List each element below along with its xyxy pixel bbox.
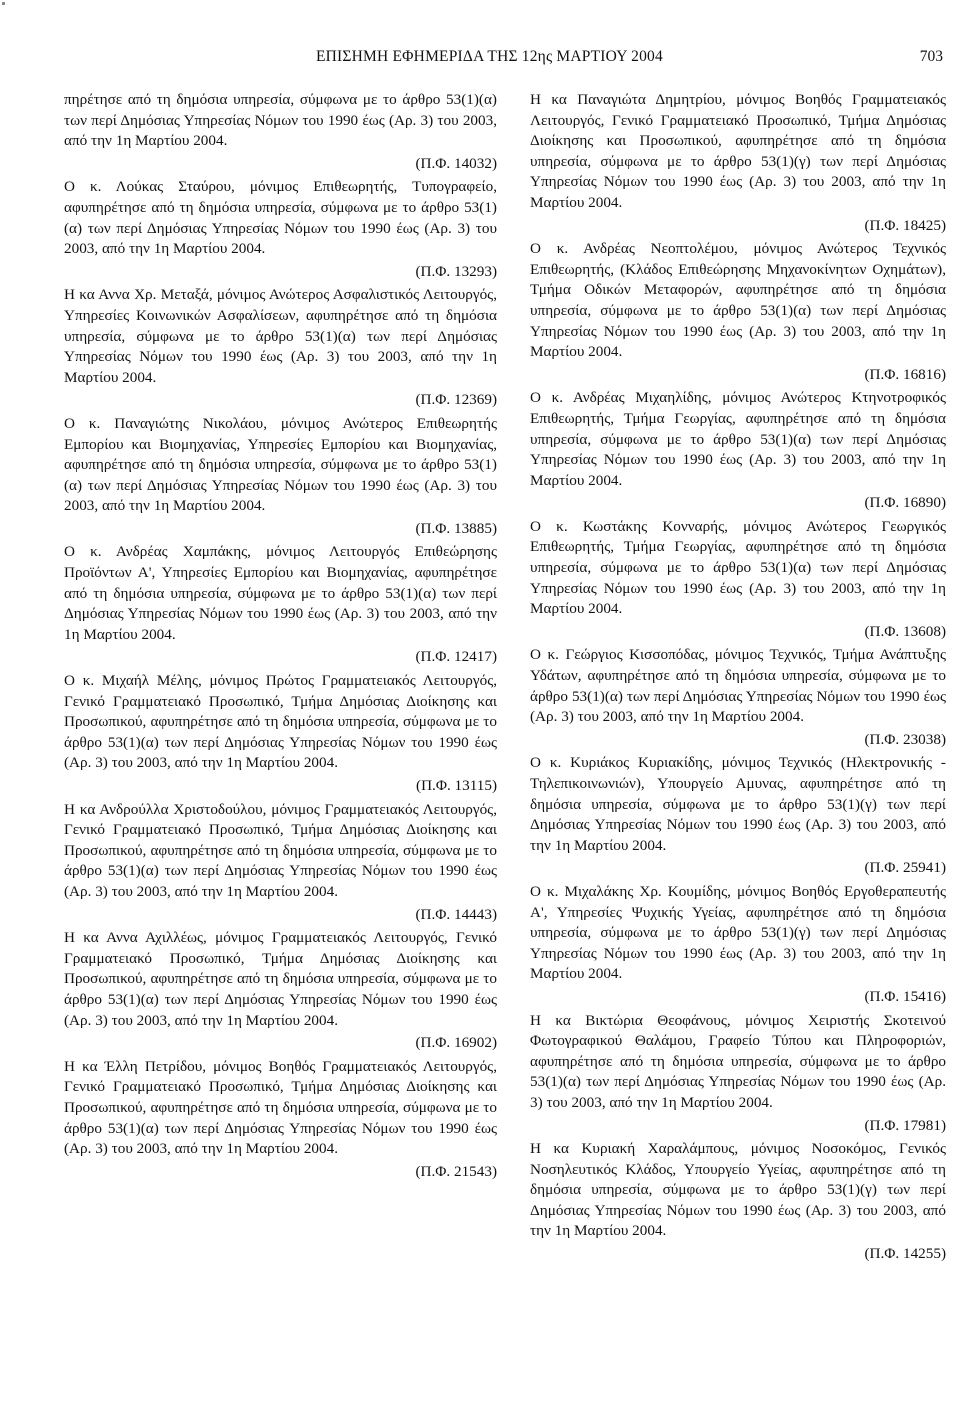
file-reference: (Π.Φ. 15416) [864, 987, 946, 1005]
file-reference: (Π.Φ. 14255) [864, 1245, 946, 1263]
notice-text: Ο κ. Κυριάκος Κυριακίδης, μόνιμος Τεχνικός (Ηλεκτρονικής - Τηλεπικοινωνιών), Υπουργείο Αμυνας, αφυπηρέτησε από τη δημόσια υπηρεσία, σύμφωνα με το άρθρο 53(1)(γ) των περί Δημόσιας Υπηρεσίας Νόμων του 1990 έως (Αρ. 3) του 2003, από την 1η Μαρτίου 2004. [530, 754, 946, 854]
notice-text: Ο κ. Μιχαλάκης Χρ. Κουμίδης, μόνιμος Βοηθός Εργοθεραπευτής Α', Υπηρεσίες Ψυχικής Υγείας, αφυπηρέτησε από τη δημόσια υπηρεσία, σύμφωνα με το άρθρο 53(1)(γ) των περί Δημόσιας Υπηρεσίας Νόμων του 1990 έως (Αρ. 3) του 2003, από την 1η Μαρτίου 2004. [530, 882, 946, 983]
file-reference: (Π.Φ. 14032) [415, 154, 497, 172]
notice-entry [530, 239, 946, 385]
notice-text: Η κα Βικτώρια Θεοφάνους, μόνιμος Χειριστής Σκοτεινού Φωτογραφικού Θαλάμου, Γραφείο Τύπου και Πληροφοριών, αφυπηρέτησε από τη δημόσια υπηρεσία, σύμφωνα με το άρθρο 53(1)(α) των περί Δημόσιας Υπηρεσίας Νόμων του 1990 έως (Αρ. 3) του 2003, από την 1η Μαρτίου 2004. [530, 1011, 946, 1111]
notice-text: Η κα Παναγιώτα Δημητρίου, μόνιμος Βοηθός Γραμματειακός Λειτουργός, Γενικό Γραμματειακό Προσωπικό, Τμήμα Δημόσιας Διοίκησης και Προσωπικού, αφυπηρέτησε από τη δημόσια υπηρεσία, σύμφωνα με το άρθρο 53(1)(γ) των περί Δημόσιας Υπηρεσίας Νόμων του 1990 έως (Αρ. 3) του 2003, από την 1η Μαρτίου 2004. [530, 91, 946, 211]
file-reference: (Π.Φ. 17981) [864, 1116, 946, 1134]
notice-text: Ο κ. Λούκας Σταύρου, μόνιμος Επιθεωρητής, Τυπογραφείο, αφυπηρέτησε από τη δημόσια υπηρεσία, σύμφωνα με το άρθρο 53(1)(α) των περί Δημόσιας Υπηρεσίας Νόμων του 1990 έως (Αρ. 3) του 2003, από την 1η Μαρτίου 2004. [64, 178, 497, 258]
file-reference: (Π.Φ. 16816) [864, 365, 946, 383]
notice-text: Η κα Κυριακή Χαραλάμπους, μόνιμος Νοσοκόμος, Γενικός Νοσηλευτικός Κλάδος, Υπουργείο Υγείας, αφυπηρέτησε από τη δημόσια υπηρεσία, σύμφωνα με το άρθρο 53(1)(γ) των περί Δημόσιας Υπηρεσίας Νόμων του 1990 έως (Αρ. 3) του 2003, από την 1η Μαρτίου 2004. [530, 1140, 946, 1240]
notice-text: Ο κ. Γεώργιος Κισσοπόδας, μόνιμος Τεχνικός, Τμήμα Ανάπτυξης Υδάτων, αφυπηρέτησε από τη δημόσια υπηρεσία, σύμφωνα με το άρθρο 53(1)(α) των περί Δημόσιας Υπηρεσίας Νόμων του 1990 έως (Αρ. 3) του 2003, από την 1η Μαρτίου 2004. [530, 646, 946, 726]
notice-entry [64, 414, 497, 540]
notice-entry [64, 1057, 497, 1183]
notice-entry [64, 542, 497, 668]
notice-entry [64, 800, 497, 926]
running-header [0, 48, 960, 72]
file-reference: (Π.Φ. 16902) [415, 1034, 497, 1052]
file-reference: (Π.Φ. 12417) [415, 648, 497, 666]
notice-entry [530, 1139, 946, 1265]
notice-entry [64, 177, 497, 282]
notice-entry [530, 882, 946, 1008]
file-reference: (Π.Φ. 23038) [864, 730, 946, 748]
notice-text: πηρέτησε από τη δημόσια υπηρεσία, σύμφωνα με το άρθρο 53(1)(α) των περί Δημόσιας Υπηρεσίας Νόμων του 1990 έως (Αρ. 3) του 2003, από την 1η Μαρτίου 2004. [64, 91, 497, 150]
notice-entry [64, 285, 497, 411]
notice-entry [530, 388, 946, 514]
notice-text: Ο κ. Μιχαήλ Μέλης, μόνιμος Πρώτος Γραμματειακός Λειτουργός, Γενικό Γραμματειακό Προσωπικό, Τμήμα Δημόσιας Διοίκησης και Προσωπικού, αφυπηρέτησε από τη δημόσια υπηρεσία, σύμφωνα με το άρθρο 53(1)(α) των περί Δημόσιας Υπηρεσίας Νόμων του 1990 έως (Αρ. 3) του 2003, από την 1η Μαρτίου 2004. [64, 672, 497, 772]
notice-entry [64, 90, 497, 174]
file-reference: (Π.Φ. 13885) [415, 519, 497, 537]
file-reference: (Π.Φ. 13293) [415, 262, 497, 280]
notice-entry [530, 753, 946, 879]
notice-text: Ο κ. Ανδρέας Χαμπάκης, μόνιμος Λειτουργός Επιθεώρησης Προϊόντων Α', Υπηρεσίες Εμπορίου και Βιομηχανίας, αφυπηρέτησε από τη δημόσια υπηρεσία, σύμφωνα με το άρθρο 53(1)(α) των περί Δημόσιας Υπηρεσίας Νόμων του 1990 έως (Αρ. 3) του 2003, από την 1η Μαρτίου 2004. [64, 543, 497, 643]
file-reference: (Π.Φ. 21543) [415, 1162, 497, 1180]
notice-text: Ο κ. Κωστάκης Κονναρής, μόνιμος Ανώτερος Γεωργικός Επιθεωρητής, Τμήμα Γεωργίας, αφυπηρέτησε από τη δημόσια υπηρεσία, σύμφωνα με το άρθρο 53(1)(α) των περί Δημόσιας Υπηρεσίας Νόμων του 1990 έως (Αρ. 3) του 2003, από την 1η Μαρτίου 2004. [530, 517, 946, 618]
file-reference: (Π.Φ. 25941) [864, 859, 946, 877]
notice-text: Η κα Έλλη Πετρίδου, μόνιμος Βοηθός Γραμματειακός Λειτουργός, Γενικό Γραμματειακό Προσωπικό, Τμήμα Δημόσιας Διοίκησης και Προσωπικού, αφυπηρέτησε από τη δημόσια υπηρεσία, σύμφωνα με το άρθρο 53(1)(α) των περί Δημόσιας Υπηρεσίας Νόμων του 1990 έως (Αρ. 3) του 2003, από την 1η Μαρτίου 2004. [64, 1057, 497, 1158]
page-number: 703 [919, 48, 943, 65]
notice-entry [530, 90, 946, 236]
notice-entry [64, 671, 497, 797]
notice-text: Ο κ. Ανδρέας Μιχαηλίδης, μόνιμος Ανώτερος Κτηνοτροφικός Επιθεωρητής, Τμήμα Γεωργίας, αφυπηρέτησε από τη δημόσια υπηρεσία, σύμφωνα με το άρθρο 53(1)(α) των περί Δημόσιας Υπηρεσίας Νόμων του 1990 έως (Αρ. 3) του 2003, από την 1η Μαρτίου 2004. [530, 389, 946, 489]
file-reference: (Π.Φ. 13608) [864, 622, 946, 640]
notice-text: Η κα Αννα Αχιλλέως, μόνιμος Γραμματειακός Λειτουργός, Γενικό Γραμματειακό Προσωπικό, Τμήμα Δημόσιας Διοίκησης και Προσωπικού, αφυπηρέτησε από τη δημόσια υπηρεσία, σύμφωνα με το άρθρο 53(1)(α) των περί Δημόσιας Υπηρεσίας Νόμων του 1990 έως (Αρ. 3) του 2003, από την 1η Μαρτίου 2004. [64, 929, 497, 1029]
file-reference: (Π.Φ. 16890) [864, 494, 946, 512]
notice-text: Η κα Αννα Χρ. Μεταξά, μόνιμος Ανώτερος Ασφαλιστικός Λειτουργός, Υπηρεσίες Κοινωνικών Ασφαλίσεων, αφυπηρέτησε από τη δημόσια υπηρεσία, σύμφωνα με το άρθρο 53(1)(α) των περί Δημόσιας Υπηρεσίας Νόμων του 1990 έως (Αρ. 3) του 2003, από την 1η Μαρτίου 2004. [64, 286, 497, 386]
file-reference: (Π.Φ. 14443) [415, 905, 497, 923]
notice-text: Ο κ. Ανδρέας Νεοπτολέμου, μόνιμος Ανώτερος Τεχνικός Επιθεωρητής, (Κλάδος Επιθεώρησης Μηχανοκίνητων Οχημάτων), Τμήμα Οδικών Μεταφορών, αφυπηρέτησε από τη δημόσια υπηρεσία, σύμφωνα με το άρθρο 53(1)(α) των περί Δημόσιας Υπηρεσίας Νόμων του 1990 έως (Αρ. 3) του 2003, από την 1η Μαρτίου 2004. [530, 240, 946, 361]
notice-entry [530, 517, 946, 643]
notice-text: Η κα Ανδρούλλα Χριστοδούλου, μόνιμος Γραμματειακός Λειτουργός, Γενικό Γραμματειακό Προσωπικό, Τμήμα Δημόσιας Διοίκησης και Προσωπικού, αφυπηρέτησε από τη δημόσια υπηρεσία, σύμφωνα με το άρθρο 53(1)(α) των περί Δημόσιας Υπηρεσίας Νόμων του 1990 έως (Αρ. 3) του 2003, από την 1η Μαρτίου 2004. [64, 800, 497, 900]
gazette-title: ΕΠΙΣΗΜΗ ΕΦΗΜΕΡΙΔΑ ΤΗΣ 12ης ΜΑΡΤΙΟΥ 2004 [316, 48, 663, 65]
notice-text: Ο κ. Παναγιώτης Νικολάου, μόνιμος Ανώτερος Επιθεωρητής Εμπορίου και Βιομηχανίας, Υπηρεσίες Εμπορίου και Βιομηχανίας, αφυπηρέτησε από τη δημόσια υπηρεσία, σύμφωνα με το άρθρο 53(1)(α) των περί Δημόσιας Υπηρεσίας Νόμων του 1990 έως (Αρ. 3) του 2003, από την 1η Μαρτίου 2004. [64, 414, 497, 515]
file-reference: (Π.Φ. 18425) [864, 216, 946, 234]
file-reference: (Π.Φ. 12369) [415, 391, 497, 409]
right-column [530, 90, 946, 1268]
notice-entry [530, 1011, 946, 1137]
left-column [64, 90, 497, 1185]
scan-mark [2, 2, 5, 5]
notice-entry [64, 928, 497, 1054]
file-reference: (Π.Φ. 13115) [416, 777, 497, 794]
notice-entry [530, 645, 946, 750]
